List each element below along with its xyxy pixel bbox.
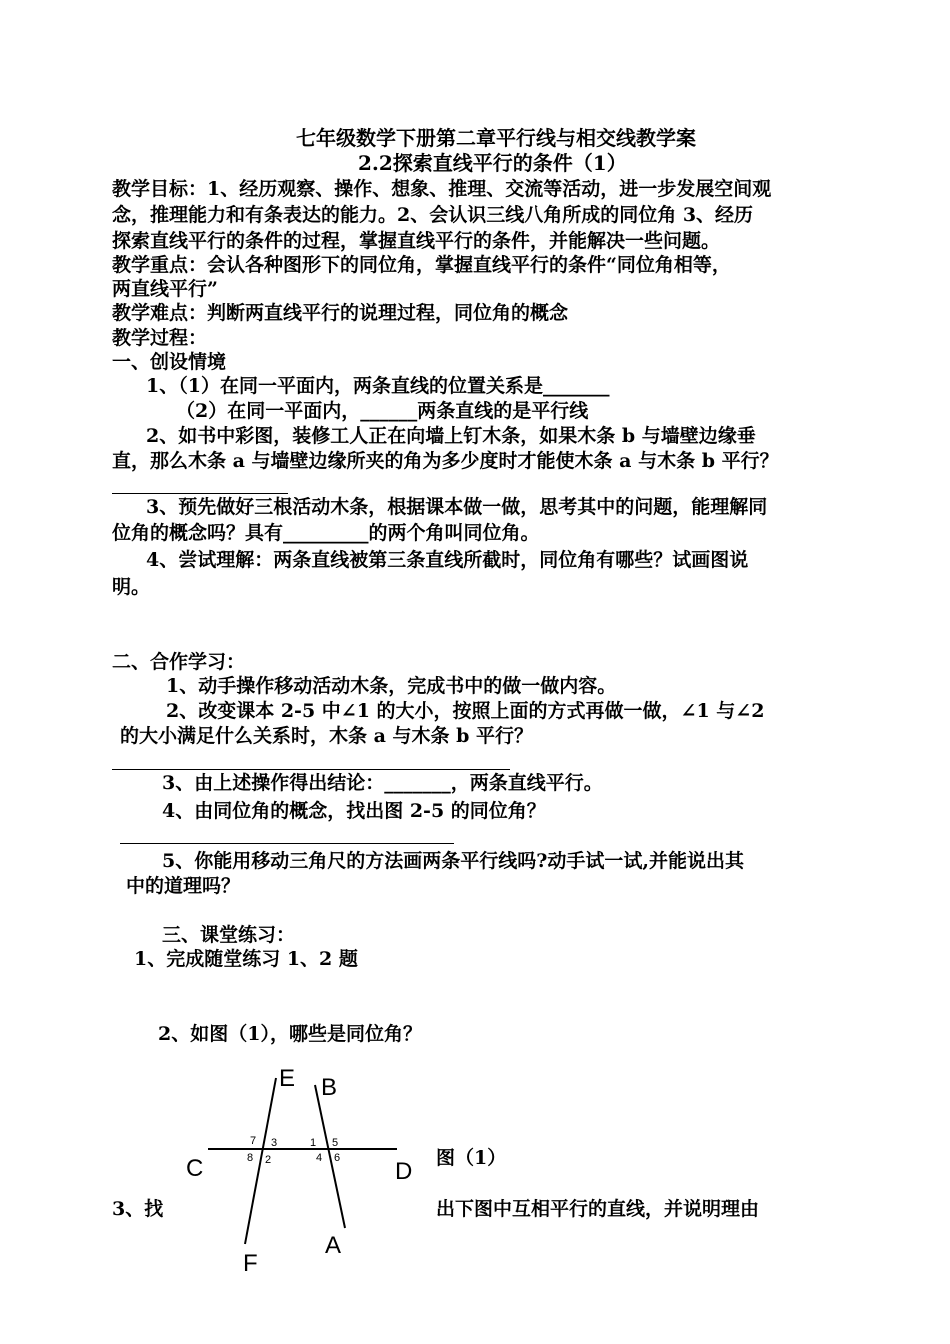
sec1-q2b: 直，那么木条 a 与墙壁边缘所夹的角为多少度时才能使木条 a 与木条 b 平行？ xyxy=(112,450,779,472)
goals-line-1: 教学目标：1、经历观察、操作、想象、推理、交流等活动，进一步发展空间观 xyxy=(112,178,772,200)
sec2-q4: 4、由同位角的概念，找出图 2-5 的同位角？ xyxy=(162,800,546,822)
sec3-q1: 1、完成随堂练习 1、2 题 xyxy=(134,948,358,970)
point-label-f: F xyxy=(243,1250,258,1277)
sec1-q1a: 1、（1）在同一平面内，两条直线的位置关系是_______ xyxy=(146,375,610,397)
sec3-q3-start: 3、找 xyxy=(112,1198,164,1220)
angle-label-1: 1 xyxy=(310,1137,317,1149)
sec3-q2: 2、如图（1），哪些是同位角？ xyxy=(158,1023,422,1045)
sec2-q1: 1、动手操作移动活动木条，完成书中的做一做内容。 xyxy=(166,675,617,697)
angle-label-7: 7 xyxy=(250,1135,257,1147)
point-label-e: E xyxy=(279,1065,296,1092)
point-label-c: C xyxy=(186,1155,204,1182)
sec1-q1b: （2）在同一平面内，______两条直线的是平行线 xyxy=(176,400,589,422)
angle-label-8: 8 xyxy=(247,1152,254,1164)
sec1-q4b: 明。 xyxy=(112,576,151,598)
sec1-q2a: 2、如书中彩图，装修工人正在向墙上钉木条，如果木条 b 与墙壁边缘垂 xyxy=(146,425,756,447)
point-label-b: B xyxy=(321,1074,338,1101)
sec2-q5b: 中的道理吗？ xyxy=(126,875,241,897)
sec1-q3b: 位角的概念吗？具有_________的两个角叫同位角。 xyxy=(112,522,540,544)
sec2-q3: 3、由上述操作得出结论：_______，两条直线平行。 xyxy=(162,772,603,794)
angle-label-2: 2 xyxy=(265,1154,272,1166)
figure-caption: 图（1） xyxy=(436,1147,507,1169)
answer-blank-line xyxy=(120,843,454,844)
point-label-d: D xyxy=(395,1158,413,1185)
key-points-line-2: 两直线平行” xyxy=(112,278,218,300)
goals-line-3: 探索直线平行的条件的过程，掌握直线平行的条件，并能解决一些问题。 xyxy=(112,230,721,252)
sec2-q2a: 2、改变课本 2-5 中∠1 的大小，按照上面的方式再做一做，∠1 与∠2 xyxy=(166,700,765,722)
sec2-q5a: 5、你能用移动三角尺的方法画两条平行线吗?动手试一试,并能说出其 xyxy=(162,850,744,872)
section-2-heading: 二、合作学习： xyxy=(112,651,246,673)
figure-1-diagram xyxy=(175,1060,425,1280)
sec1-q4a: 4、尝试理解：两条直线被第三条直线所截时，同位角有哪些？试画图说 xyxy=(146,549,749,571)
difficulty-line: 教学难点：判断两直线平行的说理过程，同位角的概念 xyxy=(112,302,569,324)
angle-label-3: 3 xyxy=(271,1137,278,1149)
doc-title: 七年级数学下册第二章平行线与相交线教学案 xyxy=(296,126,696,150)
goals-line-2: 念，推理能力和有条表达的能力。2、会认识三线八角所成的同位角 3、经历 xyxy=(112,204,754,226)
doc-subtitle: 2.2探索直线平行的条件（1） xyxy=(358,151,627,175)
angle-label-5: 5 xyxy=(332,1137,339,1149)
point-label-a: A xyxy=(325,1232,342,1259)
angle-label-4: 4 xyxy=(316,1152,323,1164)
sec2-q2b: 的大小满足什么关系时，木条 a 与木条 b 平行？ xyxy=(120,725,534,747)
key-points-line-1: 教学重点：会认各种图形下的同位角，掌握直线平行的条件“同位角相等， xyxy=(112,254,731,276)
sec3-q3-end: 出下图中互相平行的直线，并说明理由 xyxy=(436,1198,760,1220)
section-3-heading: 三、课堂练习： xyxy=(162,924,296,946)
sec1-q3a: 3、预先做好三根活动木条，根据课本做一做，思考其中的问题，能理解同 xyxy=(146,496,768,518)
process-heading: 教学过程： xyxy=(112,327,208,349)
section-1-heading: 一、创设情境 xyxy=(112,351,227,373)
angle-label-6: 6 xyxy=(334,1152,341,1164)
